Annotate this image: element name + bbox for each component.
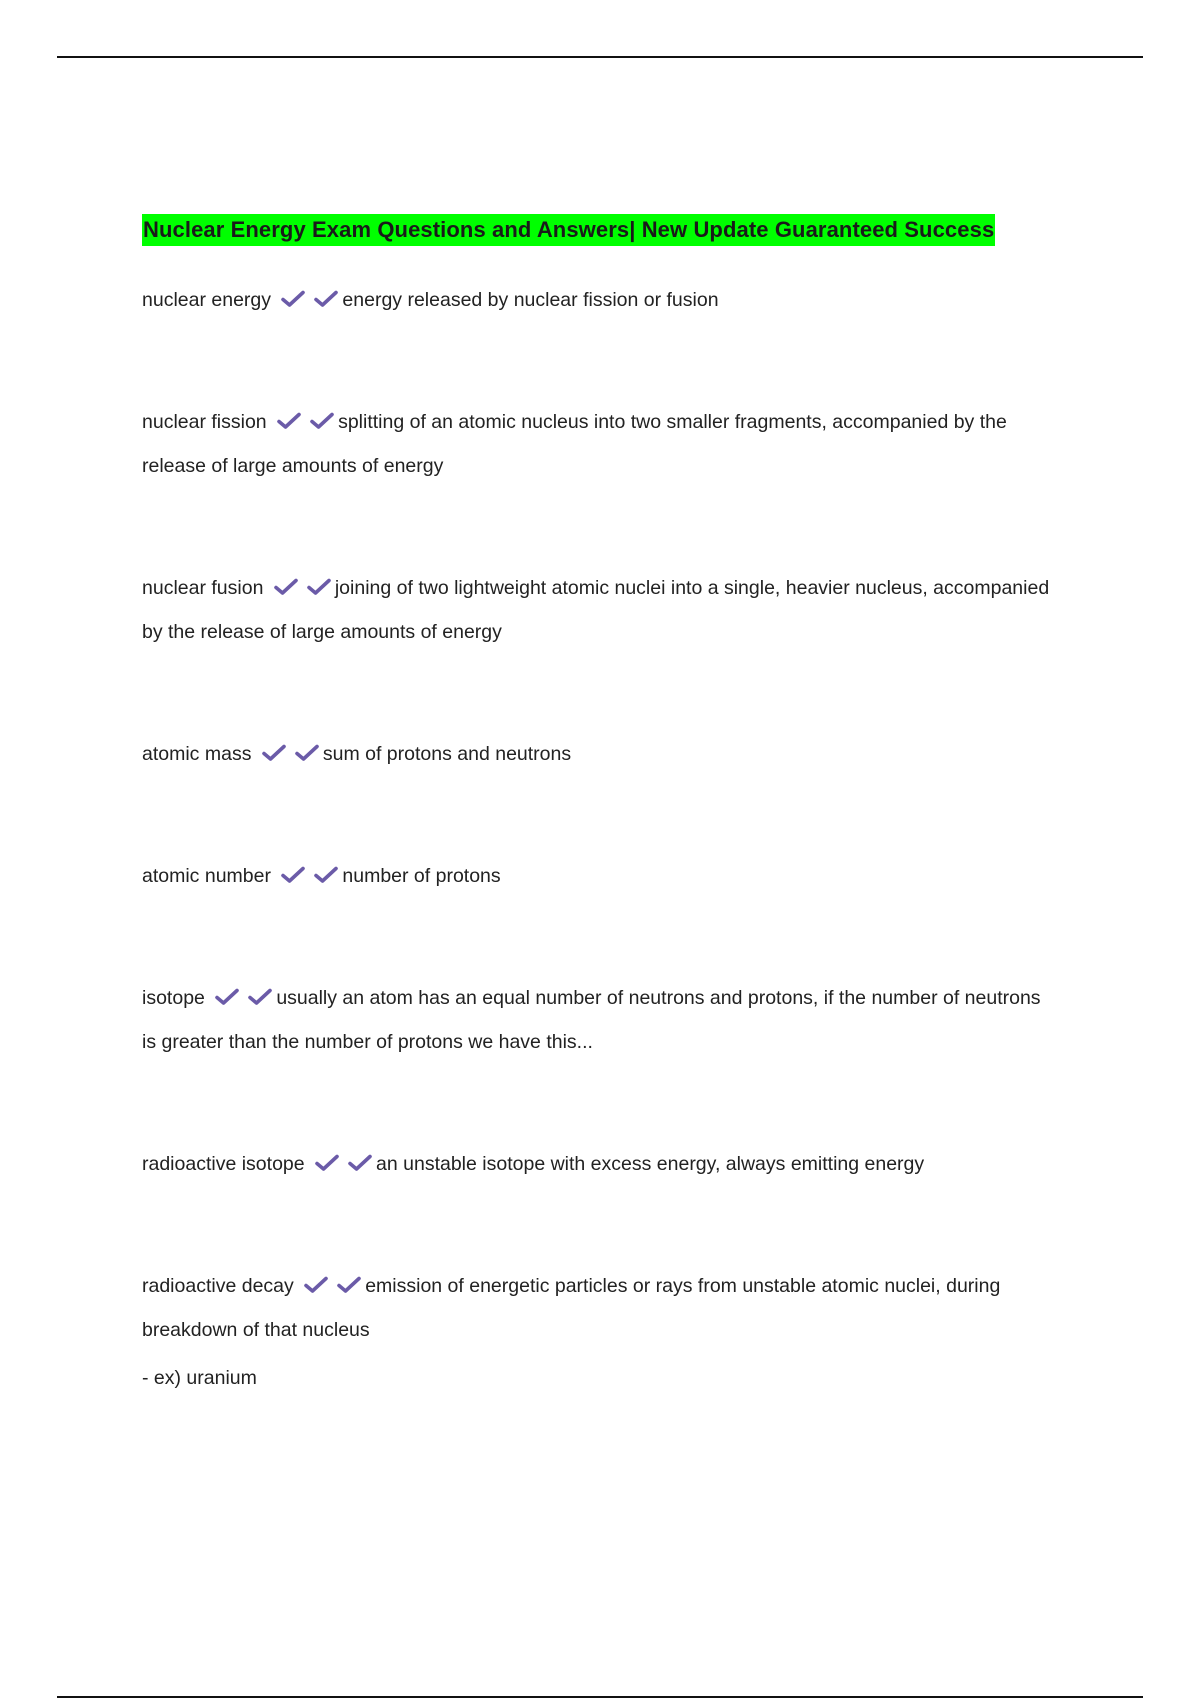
entry-definition: splitting of an atomic nucleus into two smaller fragments, accompanied by the release of large amounts of energy xyxy=(142,411,1007,477)
list-item xyxy=(142,1142,1052,1186)
check-icon xyxy=(280,290,306,308)
entry-term: radioactive decay xyxy=(142,1275,294,1297)
entry-term: radioactive isotope xyxy=(142,1153,305,1175)
list-item xyxy=(142,976,1052,1064)
entry-definition: usually an atom has an equal number of neutrons and protons, if the number of neutrons is greater than the number of protons we have this... xyxy=(142,987,1041,1053)
list-item xyxy=(142,278,1052,322)
document-title: Nuclear Energy Exam Questions and Answers| New Update Guaranteed Success xyxy=(142,214,995,246)
entry-term: atomic number xyxy=(142,865,271,887)
entry-definition: an unstable isotope with excess energy, always emitting energy xyxy=(376,1153,925,1175)
list-item xyxy=(142,400,1052,488)
check-icon xyxy=(303,1276,329,1294)
example-note: - ex) uranium xyxy=(142,1367,257,1389)
entry-definition: joining of two lightweight atomic nuclei into a single, heavier nucleus, accompanied by the release of large amounts of energy xyxy=(142,577,1050,643)
footer-rule xyxy=(57,1696,1143,1698)
entry-definition: emission of energetic particles or rays from unstable atomic nuclei, during breakdown of that nucleus xyxy=(142,1275,1001,1341)
document-body xyxy=(142,214,1062,1394)
check-icon xyxy=(309,412,335,430)
check-icon xyxy=(314,1154,340,1172)
list-item xyxy=(142,732,1052,776)
check-icon xyxy=(347,1154,373,1172)
check-icon xyxy=(306,578,332,596)
list-item xyxy=(142,566,1052,654)
entry-term: atomic mass xyxy=(142,743,252,765)
entry-list xyxy=(142,278,1062,1394)
entry-term: isotope xyxy=(142,987,205,1009)
list-item xyxy=(142,1264,1052,1352)
entry-definition: sum of protons and neutrons xyxy=(322,743,572,765)
entry-definition: number of protons xyxy=(342,865,501,887)
check-icon xyxy=(261,744,287,762)
check-icon xyxy=(247,988,273,1006)
check-icon xyxy=(313,866,339,884)
check-icon xyxy=(214,988,240,1006)
check-icon xyxy=(336,1276,362,1294)
entry-definition: energy released by nuclear fission or fusion xyxy=(342,289,719,311)
check-icon xyxy=(313,290,339,308)
check-icon xyxy=(280,866,306,884)
check-icon xyxy=(294,744,320,762)
entry-term: nuclear fusion xyxy=(142,577,264,599)
entry-term: nuclear fission xyxy=(142,411,267,433)
check-icon xyxy=(276,412,302,430)
check-icon xyxy=(273,578,299,596)
list-item xyxy=(142,854,1052,898)
entry-term: nuclear energy xyxy=(142,289,271,311)
header-rule xyxy=(57,56,1143,58)
